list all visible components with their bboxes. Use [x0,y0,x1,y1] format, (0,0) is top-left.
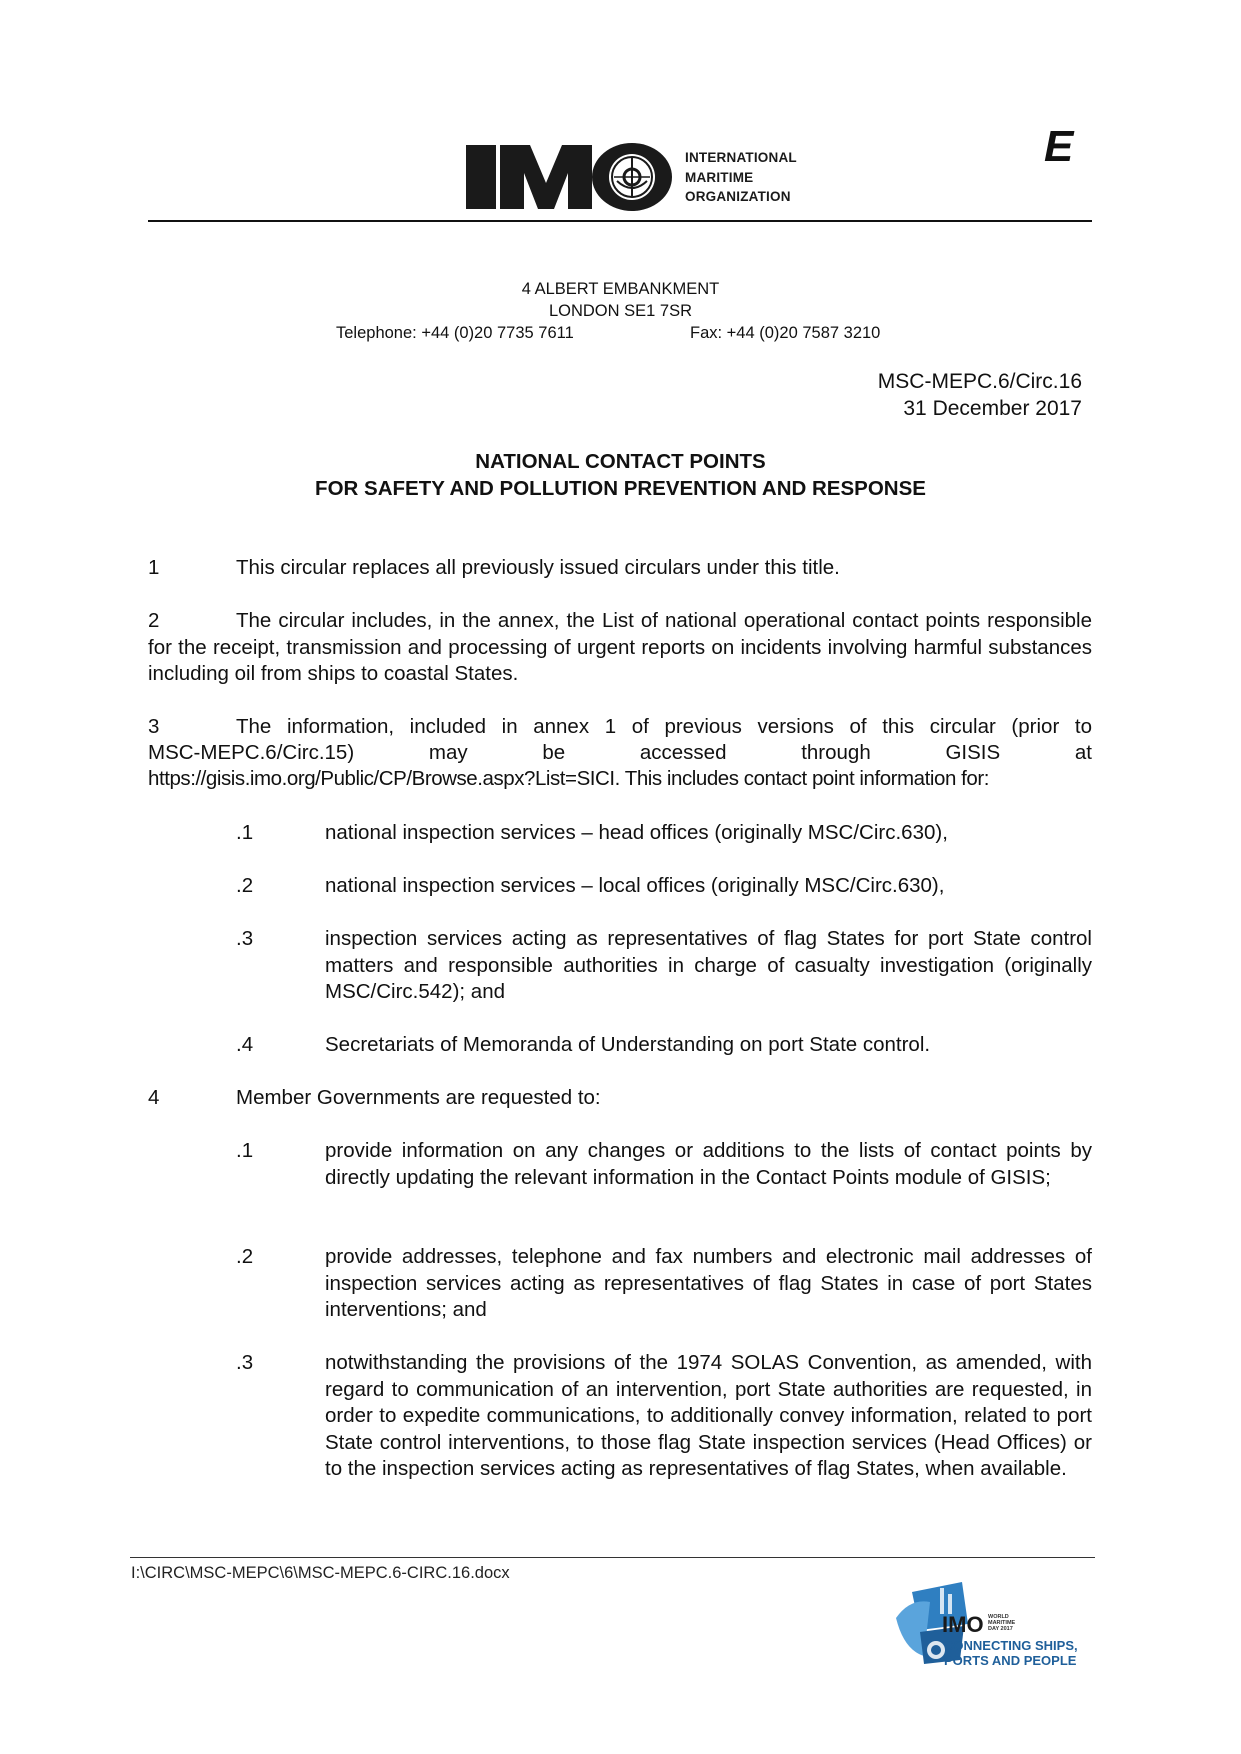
list-item [236,1138,1092,1191]
paragraph-4 [148,1085,1092,1112]
logo-line-2: MARITIME [685,169,754,185]
list-item-text: national inspection services – local offices (originally MSC/Circ.630), [325,874,945,897]
wmd-tagline-1: CONNECTING SHIPS, [944,1638,1078,1653]
language-code: E [1044,122,1074,171]
paragraph-word: be [542,741,566,764]
list-item [236,873,1092,900]
list-item-number: .2 [236,1245,254,1268]
paragraph-word: through [801,741,871,764]
paragraph-text: The circular includes, in the annex, the List of national operational contact points responsible for the receipt, transmission and processing of urgent reports on incidents involving harmful substances including oil from ships to coastal States. [148,609,1092,685]
paragraph-2 [148,608,1092,688]
logo-line-1: INTERNATIONAL [685,150,797,165]
world-maritime-day-logo [890,1578,1100,1674]
paragraph-number: 4 [148,1086,160,1109]
list-item [236,926,1092,1006]
list-item [236,820,1092,847]
list-item-text: inspection services acting as representatives of flag States for port State control matters and responsible authorities in charge of casualty investigation (originally MSC/Circ.542); and [325,927,1092,1003]
paragraph-text: The information, included in annex 1 of previous versions of this circular (prior to [236,715,1092,738]
paragraph-word: accessed [639,741,727,764]
imo-logo-mark [464,139,674,213]
list-item-text: provide information on any changes or additions to the lists of contact points by directly updating the relevant information in the Contact Points module of GISIS; [325,1139,1092,1189]
list-item-number: .1 [236,1139,254,1162]
telephone-number: Telephone: +44 (0)20 7735 7611 [336,324,574,342]
wmd-small-text-2: MARITIME [988,1620,1016,1626]
wmd-tagline-2: PORTS AND PEOPLE [944,1653,1077,1668]
paragraph-word: GISIS [945,741,1001,764]
list-item-number: .4 [236,1033,254,1056]
footer-divider [130,1557,1095,1558]
document-title-line-2: FOR SAFETY AND POLLUTION PREVENTION AND RESPONSE [315,477,926,500]
paragraph-1 [148,555,1092,582]
paragraph-word: may [428,741,468,764]
paragraph-number: 2 [148,609,160,632]
gisis-url-text: https://gisis.imo.org/Public/CP/Browse.aspx?List=SICI. This includes contact point information for: [148,767,989,790]
document-reference-block [878,368,1082,422]
list-item-text: national inspection services – head offices (originally MSC/Circ.630), [325,821,948,844]
logo-line-3: ORGANIZATION [685,189,791,204]
file-path: I:\CIRC\MSC-MEPC\6\MSC-MEPC.6-CIRC.16.docx [131,1564,510,1582]
list-item-text: provide addresses, telephone and fax numbers and electronic mail addresses of inspection services acting as representatives of flag States in case of port States interventions; and [325,1245,1092,1321]
list-item [236,1032,1092,1059]
list-item-number: .2 [236,874,254,897]
document-reference: MSC-MEPC.6/Circ.16 [877,370,1082,393]
list-item-number: .3 [236,1351,254,1374]
paragraph-3-line-3 [148,766,1092,793]
paragraph-number: 3 [148,715,160,738]
list-item-text: notwithstanding the provisions of the 1974 SOLAS Convention, as amended, with regard to communication of an intervention, port State authorities are requested, in order to expedite communications, to additionally convey information, related to port State control interventions, to those flag State inspection services (Head Offices) or to the inspection services acting as representatives of flag States, when available. [325,1351,1092,1480]
organization-name [685,148,797,207]
wmd-small-text-3: DAY 2017 [988,1626,1013,1632]
list-item-number: .3 [236,927,254,950]
address-line-2: LONDON SE1 7SR [548,302,693,320]
address-line-1: 4 ALBERT EMBANKMENT [521,280,720,298]
paragraph-text: Member Governments are requested to: [236,1086,601,1109]
list-item [236,1244,1092,1324]
header-divider [148,220,1092,222]
list-item-number: .1 [236,821,254,844]
wmd-imo-mark: IMO [942,1612,984,1637]
document-title-line-1: NATIONAL CONTACT POINTS [475,450,766,473]
paragraph-3-line-2 [148,740,1092,767]
list-item-text: Secretariats of Memoranda of Understanding on port State control. [325,1033,931,1056]
paragraph-word: MSC-MEPC.6/Circ.15) [148,741,355,764]
paragraph-3-line-1 [148,714,1092,741]
fax-number: Fax: +44 (0)20 7587 3210 [690,324,881,342]
list-item [236,1350,1092,1483]
paragraph-number: 1 [148,556,160,579]
wmd-small-text-1: WORLD [988,1614,1009,1620]
document-date: 31 December 2017 [903,397,1082,420]
paragraph-word: at [1074,741,1092,764]
paragraph-text: This circular replaces all previously issued circulars under this title. [236,556,840,579]
imo-logo [464,139,824,213]
